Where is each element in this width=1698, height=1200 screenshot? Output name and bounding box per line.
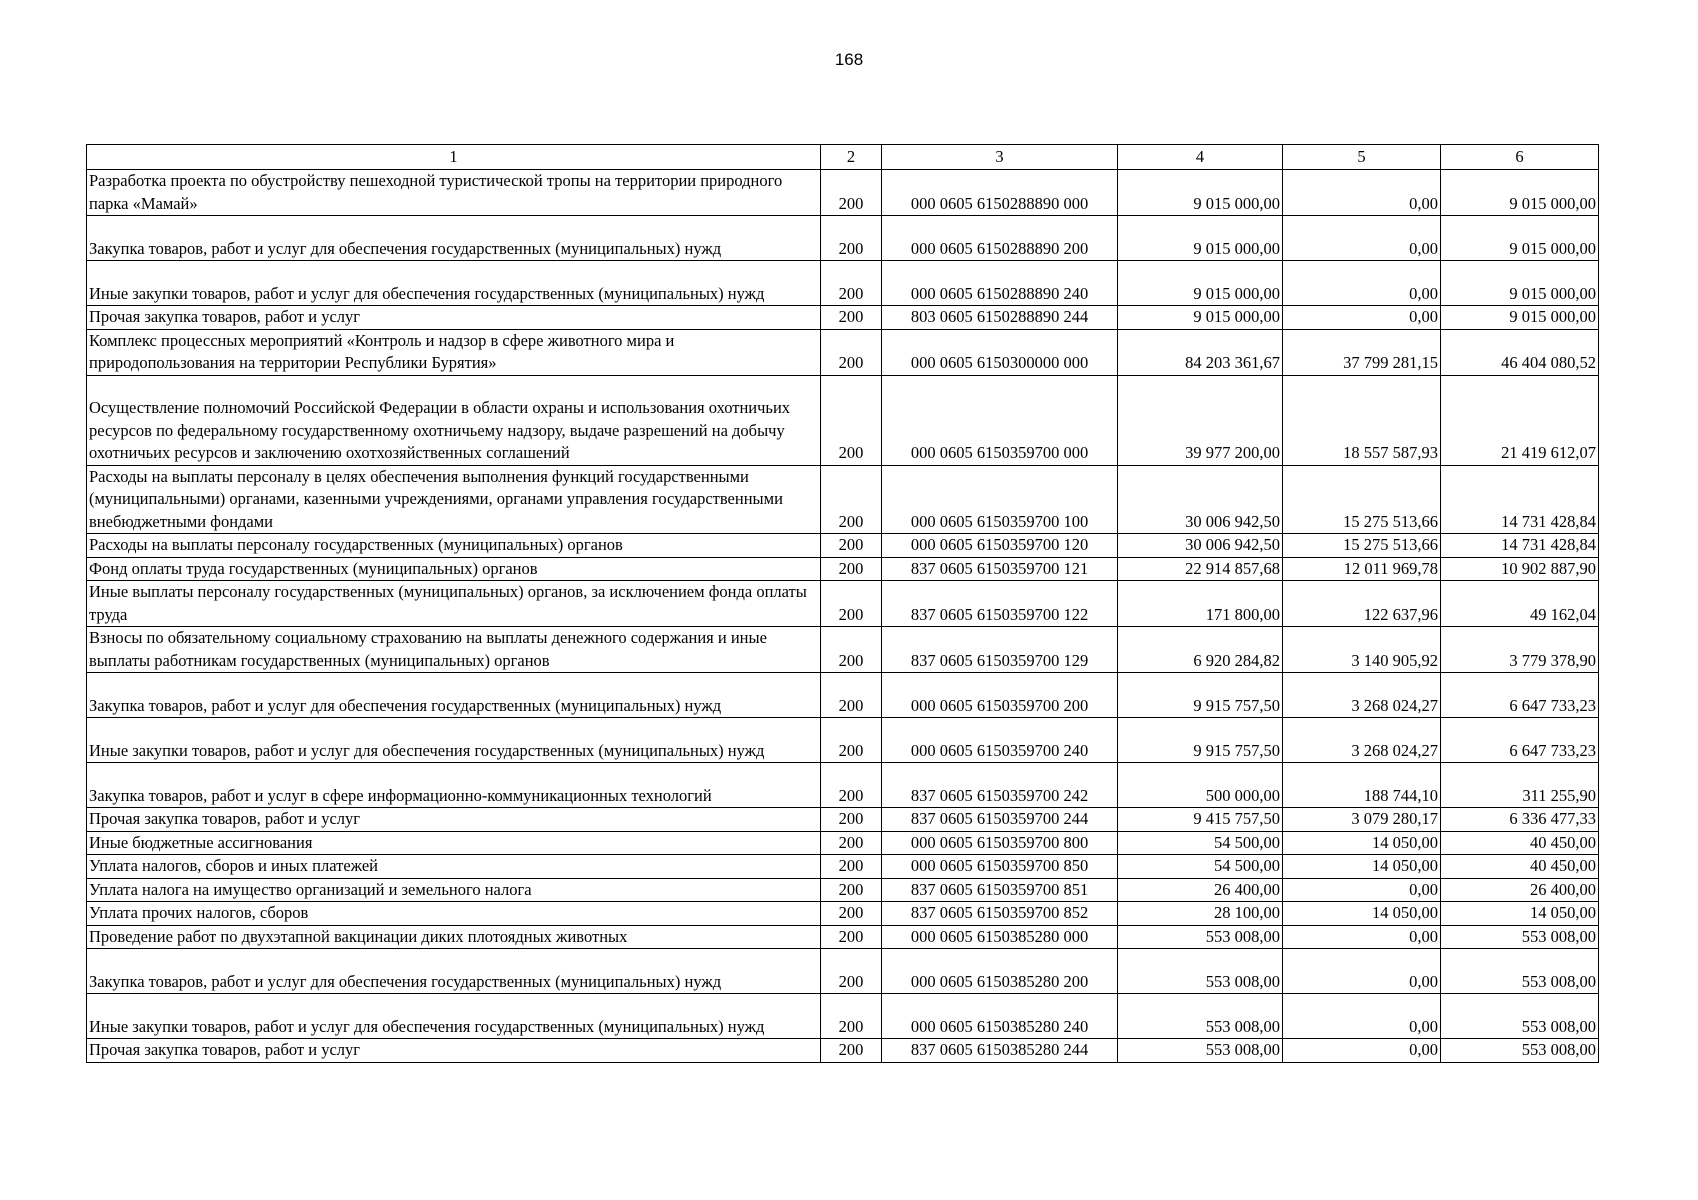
header-row: [87, 145, 1599, 170]
table-row: [87, 831, 1599, 855]
row-col5-cell: 12 011 969,78: [1283, 557, 1441, 581]
row-name-cell: Уплата налога на имущество организаций и земельного налога: [87, 878, 821, 902]
row-col5-cell: 15 275 513,66: [1283, 465, 1441, 534]
row-col4-cell: 171 800,00: [1118, 581, 1283, 627]
row-col6-cell: 14 731 428,84: [1441, 465, 1599, 534]
row-name-cell: Взносы по обязательному социальному страхованию на выплаты денежного содержания и иные выплаты работникам государственных (муниципальных) органов: [87, 627, 821, 673]
table-row: [87, 1039, 1599, 1063]
row-grbs-cell: 200: [821, 170, 882, 216]
row-col4-cell: 22 914 857,68: [1118, 557, 1283, 581]
row-col4-cell: 553 008,00: [1118, 949, 1283, 994]
row-code-cell: 000 0605 6150359700 800: [882, 831, 1118, 855]
table-row: [87, 673, 1599, 718]
row-col6-cell: 10 902 887,90: [1441, 557, 1599, 581]
table-row: [87, 855, 1599, 879]
row-grbs-cell: 200: [821, 329, 882, 375]
row-col6-cell: 26 400,00: [1441, 878, 1599, 902]
row-name-cell: Иные бюджетные ассигнования: [87, 831, 821, 855]
row-col5-cell: 0,00: [1283, 925, 1441, 949]
table-row: [87, 375, 1599, 465]
row-code-cell: 837 0605 6150359700 244: [882, 808, 1118, 832]
header-cell-2: 2: [821, 145, 882, 170]
row-code-cell: 000 0605 6150288890 200: [882, 216, 1118, 261]
row-code-cell: 000 0605 6150359700 240: [882, 718, 1118, 763]
row-col5-cell: 14 050,00: [1283, 831, 1441, 855]
row-col5-cell: 188 744,10: [1283, 763, 1441, 808]
row-code-cell: 000 0605 6150359700 200: [882, 673, 1118, 718]
row-grbs-cell: 200: [821, 902, 882, 926]
row-col5-cell: 0,00: [1283, 261, 1441, 306]
row-col6-cell: 553 008,00: [1441, 1039, 1599, 1063]
row-col4-cell: 30 006 942,50: [1118, 465, 1283, 534]
row-col5-cell: 122 637,96: [1283, 581, 1441, 627]
row-code-cell: 837 0605 6150359700 129: [882, 627, 1118, 673]
row-col6-cell: 9 015 000,00: [1441, 261, 1599, 306]
row-col4-cell: 39 977 200,00: [1118, 375, 1283, 465]
row-name-cell: Иные закупки товаров, работ и услуг для обеспечения государственных (муниципальных) нужд: [87, 718, 821, 763]
row-name-cell: Закупка товаров, работ и услуг для обеспечения государственных (муниципальных) нужд: [87, 949, 821, 994]
row-code-cell: 000 0605 6150385280 200: [882, 949, 1118, 994]
row-grbs-cell: 200: [821, 581, 882, 627]
row-col4-cell: 54 500,00: [1118, 831, 1283, 855]
row-code-cell: 803 0605 6150288890 244: [882, 306, 1118, 330]
row-grbs-cell: 200: [821, 1039, 882, 1063]
row-code-cell: 000 0605 6150288890 000: [882, 170, 1118, 216]
row-col6-cell: 553 008,00: [1441, 994, 1599, 1039]
row-col4-cell: 54 500,00: [1118, 855, 1283, 879]
row-grbs-cell: 200: [821, 216, 882, 261]
table-row: [87, 329, 1599, 375]
row-grbs-cell: 200: [821, 627, 882, 673]
row-col4-cell: 9 015 000,00: [1118, 170, 1283, 216]
table-row: [87, 718, 1599, 763]
row-name-cell: Прочая закупка товаров, работ и услуг: [87, 306, 821, 330]
row-grbs-cell: 200: [821, 718, 882, 763]
row-col6-cell: 3 779 378,90: [1441, 627, 1599, 673]
row-col4-cell: 500 000,00: [1118, 763, 1283, 808]
row-col5-cell: 15 275 513,66: [1283, 534, 1441, 558]
row-name-cell: Проведение работ по двухэтапной вакцинации диких плотоядных животных: [87, 925, 821, 949]
row-code-cell: 000 0605 6150385280 240: [882, 994, 1118, 1039]
row-grbs-cell: 200: [821, 855, 882, 879]
row-name-cell: Иные закупки товаров, работ и услуг для обеспечения государственных (муниципальных) нужд: [87, 261, 821, 306]
row-col5-cell: 18 557 587,93: [1283, 375, 1441, 465]
row-col6-cell: 6 647 733,23: [1441, 673, 1599, 718]
row-grbs-cell: 200: [821, 763, 882, 808]
table-row: [87, 949, 1599, 994]
row-code-cell: 837 0605 6150385280 244: [882, 1039, 1118, 1063]
row-name-cell: Комплекс процессных мероприятий «Контроль и надзор в сфере животного мира и природопользования на территории Республики Бурятия»: [87, 329, 821, 375]
row-grbs-cell: 200: [821, 673, 882, 718]
table-row: [87, 925, 1599, 949]
row-col6-cell: 21 419 612,07: [1441, 375, 1599, 465]
row-col4-cell: 9 015 000,00: [1118, 261, 1283, 306]
row-col6-cell: 311 255,90: [1441, 763, 1599, 808]
row-grbs-cell: 200: [821, 306, 882, 330]
row-code-cell: 000 0605 6150359700 100: [882, 465, 1118, 534]
row-col4-cell: 28 100,00: [1118, 902, 1283, 926]
row-code-cell: 000 0605 6150359700 120: [882, 534, 1118, 558]
table-body: [87, 170, 1599, 1063]
row-name-cell: Расходы на выплаты персоналу в целях обеспечения выполнения функций государственными (муниципальными) органами, казенными учреждениями, органами управления государственными внебюджетными фондами: [87, 465, 821, 534]
row-col6-cell: 6 336 477,33: [1441, 808, 1599, 832]
table-row: [87, 627, 1599, 673]
row-code-cell: 837 0605 6150359700 122: [882, 581, 1118, 627]
row-name-cell: Закупка товаров, работ и услуг для обеспечения государственных (муниципальных) нужд: [87, 216, 821, 261]
row-col6-cell: 6 647 733,23: [1441, 718, 1599, 763]
row-col5-cell: 0,00: [1283, 170, 1441, 216]
row-code-cell: 000 0605 6150359700 850: [882, 855, 1118, 879]
row-name-cell: Уплата налогов, сборов и иных платежей: [87, 855, 821, 879]
page-number: 168: [834, 50, 864, 69]
row-grbs-cell: 200: [821, 375, 882, 465]
table-row: [87, 306, 1599, 330]
row-code-cell: 000 0605 6150300000 000: [882, 329, 1118, 375]
row-code-cell: 000 0605 6150288890 240: [882, 261, 1118, 306]
row-col4-cell: 30 006 942,50: [1118, 534, 1283, 558]
row-name-cell: Иные выплаты персоналу государственных (муниципальных) органов, за исключением фонда оплаты труда: [87, 581, 821, 627]
row-col5-cell: 14 050,00: [1283, 855, 1441, 879]
row-col4-cell: 9 915 757,50: [1118, 673, 1283, 718]
row-name-cell: Фонд оплаты труда государственных (муниципальных) органов: [87, 557, 821, 581]
header-cell-6: 6: [1441, 145, 1599, 170]
row-col4-cell: 553 008,00: [1118, 1039, 1283, 1063]
table-row: [87, 534, 1599, 558]
row-grbs-cell: 200: [821, 925, 882, 949]
row-col5-cell: 0,00: [1283, 1039, 1441, 1063]
row-name-cell: Прочая закупка товаров, работ и услуг: [87, 808, 821, 832]
row-grbs-cell: 200: [821, 557, 882, 581]
row-grbs-cell: 200: [821, 808, 882, 832]
row-code-cell: 000 0605 6150385280 000: [882, 925, 1118, 949]
row-col4-cell: 553 008,00: [1118, 994, 1283, 1039]
row-name-cell: Закупка товаров, работ и услуг для обеспечения государственных (муниципальных) нужд: [87, 673, 821, 718]
row-grbs-cell: 200: [821, 261, 882, 306]
row-col6-cell: 9 015 000,00: [1441, 170, 1599, 216]
table-row: [87, 557, 1599, 581]
header-cell-3: 3: [882, 145, 1118, 170]
row-name-cell: Расходы на выплаты персоналу государственных (муниципальных) органов: [87, 534, 821, 558]
row-col5-cell: 3 079 280,17: [1283, 808, 1441, 832]
table-row: [87, 170, 1599, 216]
row-grbs-cell: 200: [821, 534, 882, 558]
row-col4-cell: 26 400,00: [1118, 878, 1283, 902]
row-code-cell: 837 0605 6150359700 121: [882, 557, 1118, 581]
row-col5-cell: 0,00: [1283, 949, 1441, 994]
row-code-cell: 837 0605 6150359700 852: [882, 902, 1118, 926]
row-col4-cell: 553 008,00: [1118, 925, 1283, 949]
row-col4-cell: 9 015 000,00: [1118, 216, 1283, 261]
row-col5-cell: 14 050,00: [1283, 902, 1441, 926]
table-row: [87, 902, 1599, 926]
table-row: [87, 581, 1599, 627]
row-col6-cell: 40 450,00: [1441, 855, 1599, 879]
row-col4-cell: 84 203 361,67: [1118, 329, 1283, 375]
row-code-cell: 837 0605 6150359700 851: [882, 878, 1118, 902]
budget-table: [86, 144, 1599, 1063]
row-col6-cell: 49 162,04: [1441, 581, 1599, 627]
table-row: [87, 216, 1599, 261]
row-col6-cell: 553 008,00: [1441, 925, 1599, 949]
row-col5-cell: 3 140 905,92: [1283, 627, 1441, 673]
row-col5-cell: 0,00: [1283, 216, 1441, 261]
row-code-cell: 000 0605 6150359700 000: [882, 375, 1118, 465]
row-col6-cell: 40 450,00: [1441, 831, 1599, 855]
row-col5-cell: 37 799 281,15: [1283, 329, 1441, 375]
row-name-cell: Уплата прочих налогов, сборов: [87, 902, 821, 926]
row-col5-cell: 3 268 024,27: [1283, 673, 1441, 718]
row-grbs-cell: 200: [821, 994, 882, 1039]
table-row: [87, 994, 1599, 1039]
row-col6-cell: 9 015 000,00: [1441, 216, 1599, 261]
row-col4-cell: 9 015 000,00: [1118, 306, 1283, 330]
row-col6-cell: 553 008,00: [1441, 949, 1599, 994]
row-col4-cell: 6 920 284,82: [1118, 627, 1283, 673]
row-col5-cell: 3 268 024,27: [1283, 718, 1441, 763]
row-name-cell: Иные закупки товаров, работ и услуг для обеспечения государственных (муниципальных) нужд: [87, 994, 821, 1039]
row-grbs-cell: 200: [821, 831, 882, 855]
row-col6-cell: 46 404 080,52: [1441, 329, 1599, 375]
table-row: [87, 878, 1599, 902]
row-name-cell: Закупка товаров, работ и услуг в сфере информационно-коммуникационных технологий: [87, 763, 821, 808]
table-row: [87, 465, 1599, 534]
row-col5-cell: 0,00: [1283, 994, 1441, 1039]
table-row: [87, 261, 1599, 306]
row-col6-cell: 9 015 000,00: [1441, 306, 1599, 330]
row-code-cell: 837 0605 6150359700 242: [882, 763, 1118, 808]
row-grbs-cell: 200: [821, 878, 882, 902]
header-cell-1: 1: [87, 145, 821, 170]
row-col4-cell: 9 415 757,50: [1118, 808, 1283, 832]
table-row: [87, 763, 1599, 808]
table-row: [87, 808, 1599, 832]
row-col6-cell: 14 731 428,84: [1441, 534, 1599, 558]
row-name-cell: Разработка проекта по обустройству пешеходной туристической тропы на территории природного парка «Мамай»: [87, 170, 821, 216]
row-name-cell: Осуществление полномочий Российской Федерации в области охраны и использования охотничьих ресурсов по федеральному государственному охотничьему надзору, выдаче разрешений на добычу охотничьих ресурсов и заключению охотхозяйственных соглашений: [87, 375, 821, 465]
row-col4-cell: 9 915 757,50: [1118, 718, 1283, 763]
header-cell-5: 5: [1283, 145, 1441, 170]
row-col5-cell: 0,00: [1283, 878, 1441, 902]
row-col6-cell: 14 050,00: [1441, 902, 1599, 926]
row-grbs-cell: 200: [821, 465, 882, 534]
row-name-cell: Прочая закупка товаров, работ и услуг: [87, 1039, 821, 1063]
header-cell-4: 4: [1118, 145, 1283, 170]
row-grbs-cell: 200: [821, 949, 882, 994]
row-col5-cell: 0,00: [1283, 306, 1441, 330]
